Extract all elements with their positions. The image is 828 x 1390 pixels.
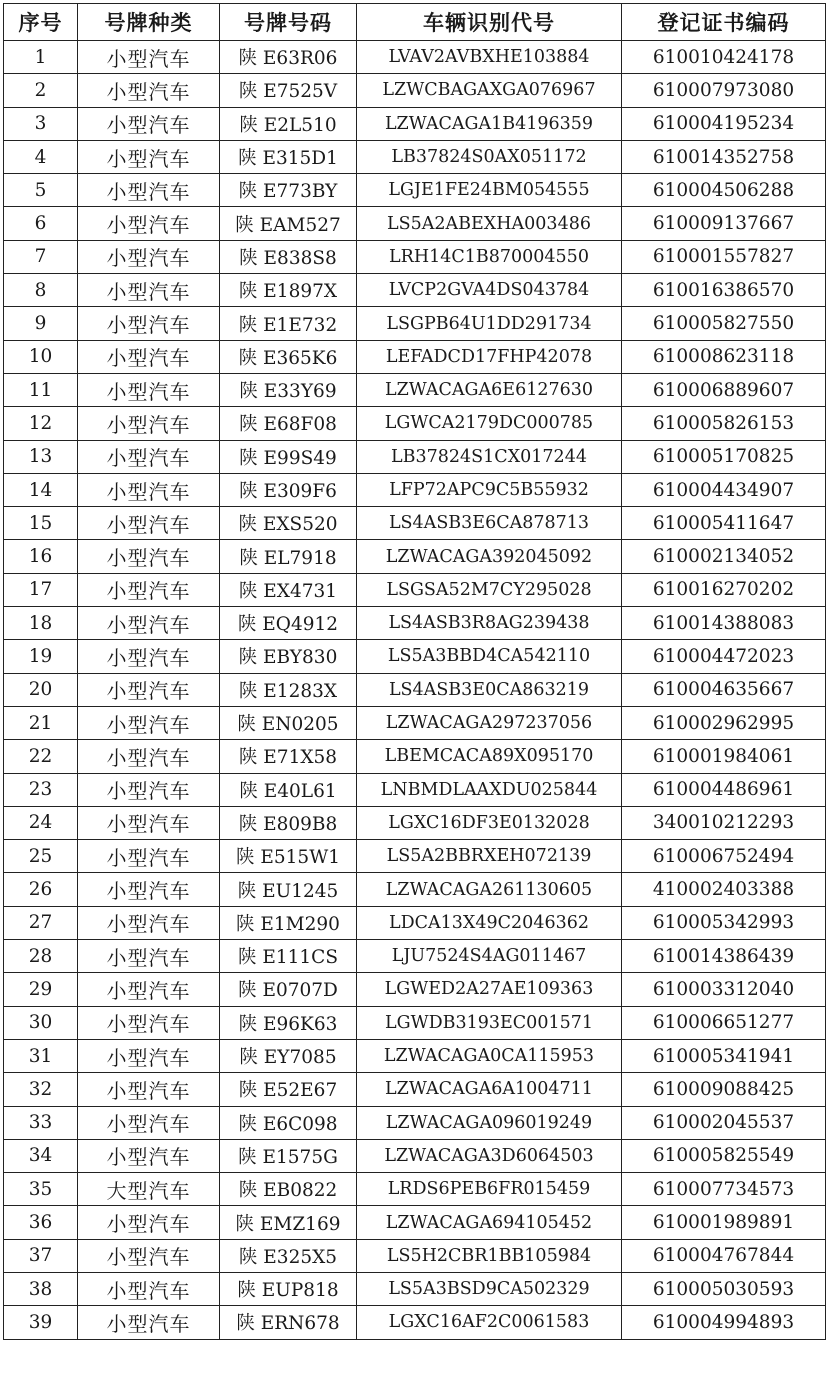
cell-serial-number: 3 xyxy=(4,107,78,140)
table-row xyxy=(4,1173,826,1206)
cell-plate-number: 陕 EL7918 xyxy=(220,540,357,573)
cell-vin: LBEMCACA89X095170 xyxy=(357,740,622,773)
cell-serial-number: 20 xyxy=(4,673,78,706)
cell-vin: LZWCBAGAXGA076967 xyxy=(357,74,622,107)
cell-plate-type: 小型汽车 xyxy=(78,340,220,373)
cell-vin: LRH14C1B870004550 xyxy=(357,240,622,273)
cell-certificate-code: 410002403388 xyxy=(622,873,826,906)
cell-plate-number: 陕 E1283X xyxy=(220,673,357,706)
cell-plate-type: 小型汽车 xyxy=(78,307,220,340)
cell-plate-number: 陕 E315D1 xyxy=(220,140,357,173)
table-row xyxy=(4,873,826,906)
cell-serial-number: 16 xyxy=(4,540,78,573)
cell-serial-number: 14 xyxy=(4,473,78,506)
cell-serial-number: 1 xyxy=(4,41,78,74)
cell-plate-type: 小型汽车 xyxy=(78,706,220,739)
table-row xyxy=(4,1306,826,1339)
vehicle-table xyxy=(3,3,826,1340)
table-row xyxy=(4,940,826,973)
cell-serial-number: 38 xyxy=(4,1272,78,1305)
cell-plate-number: 陕 E1575G xyxy=(220,1139,357,1172)
cell-vin: LS4ASB3R8AG239438 xyxy=(357,607,622,640)
cell-plate-number: 陕 E2L510 xyxy=(220,107,357,140)
cell-plate-type: 小型汽车 xyxy=(78,1206,220,1239)
cell-plate-number: 陕 EBY830 xyxy=(220,640,357,673)
cell-plate-type: 小型汽车 xyxy=(78,540,220,573)
cell-plate-type: 小型汽车 xyxy=(78,74,220,107)
cell-plate-type: 小型汽车 xyxy=(78,573,220,606)
cell-plate-type: 小型汽车 xyxy=(78,41,220,74)
cell-certificate-code: 610014352758 xyxy=(622,140,826,173)
cell-plate-type: 小型汽车 xyxy=(78,740,220,773)
cell-certificate-code: 610001984061 xyxy=(622,740,826,773)
cell-vin: LGXC16DF3E0132028 xyxy=(357,806,622,839)
cell-serial-number: 33 xyxy=(4,1106,78,1139)
cell-serial-number: 17 xyxy=(4,573,78,606)
cell-plate-number: 陕 EQ4912 xyxy=(220,607,357,640)
cell-certificate-code: 610004767844 xyxy=(622,1239,826,1272)
table-row xyxy=(4,1239,826,1272)
cell-plate-number: 陕 EMZ169 xyxy=(220,1206,357,1239)
cell-plate-number: 陕 EXS520 xyxy=(220,507,357,540)
cell-plate-type: 小型汽车 xyxy=(78,806,220,839)
table-row xyxy=(4,806,826,839)
cell-certificate-code: 610006651277 xyxy=(622,1006,826,1039)
cell-vin: LS5A2ABEXHA003486 xyxy=(357,207,622,240)
cell-serial-number: 25 xyxy=(4,840,78,873)
cell-plate-number: 陕 E0707D xyxy=(220,973,357,1006)
cell-serial-number: 9 xyxy=(4,307,78,340)
table-row xyxy=(4,440,826,473)
cell-certificate-code: 610004994893 xyxy=(622,1306,826,1339)
cell-plate-type: 小型汽车 xyxy=(78,607,220,640)
cell-vin: LZWACAGA3D6064503 xyxy=(357,1139,622,1172)
cell-certificate-code: 610005825549 xyxy=(622,1139,826,1172)
table-row xyxy=(4,1206,826,1239)
cell-vin: LZWACAGA261130605 xyxy=(357,873,622,906)
cell-plate-number: 陕 E111CS xyxy=(220,940,357,973)
cell-serial-number: 13 xyxy=(4,440,78,473)
cell-plate-number: 陕 EAM527 xyxy=(220,207,357,240)
cell-plate-type: 小型汽车 xyxy=(78,440,220,473)
cell-vin: LB37824S1CX017244 xyxy=(357,440,622,473)
cell-serial-number: 8 xyxy=(4,274,78,307)
cell-serial-number: 26 xyxy=(4,873,78,906)
cell-vin: LDCA13X49C2046362 xyxy=(357,906,622,939)
cell-certificate-code: 340010212293 xyxy=(622,806,826,839)
cell-vin: LZWACAGA6A1004711 xyxy=(357,1073,622,1106)
cell-plate-number: 陕 E325X5 xyxy=(220,1239,357,1272)
table-row xyxy=(4,240,826,273)
cell-vin: LZWACAGA6E6127630 xyxy=(357,373,622,406)
cell-serial-number: 28 xyxy=(4,940,78,973)
cell-serial-number: 35 xyxy=(4,1173,78,1206)
cell-plate-number: 陕 EN0205 xyxy=(220,706,357,739)
cell-vin: LGWED2A27AE109363 xyxy=(357,973,622,1006)
cell-certificate-code: 610016270202 xyxy=(622,573,826,606)
cell-serial-number: 21 xyxy=(4,706,78,739)
cell-plate-number: 陕 E96K63 xyxy=(220,1006,357,1039)
cell-vin: LS5A3BSD9CA502329 xyxy=(357,1272,622,1305)
cell-vin: LS4ASB3E6CA878713 xyxy=(357,507,622,540)
cell-certificate-code: 610006752494 xyxy=(622,840,826,873)
table-row xyxy=(4,1073,826,1106)
table-row xyxy=(4,840,826,873)
cell-plate-number: 陕 E838S8 xyxy=(220,240,357,273)
table-row xyxy=(4,1106,826,1139)
cell-plate-type: 小型汽车 xyxy=(78,1073,220,1106)
cell-plate-type: 大型汽车 xyxy=(78,1173,220,1206)
cell-plate-number: 陕 EUP818 xyxy=(220,1272,357,1305)
cell-serial-number: 36 xyxy=(4,1206,78,1239)
cell-plate-type: 小型汽车 xyxy=(78,906,220,939)
cell-serial-number: 23 xyxy=(4,773,78,806)
cell-plate-number: 陕 EX4731 xyxy=(220,573,357,606)
table-row xyxy=(4,773,826,806)
table-row xyxy=(4,973,826,1006)
cell-serial-number: 39 xyxy=(4,1306,78,1339)
cell-plate-type: 小型汽车 xyxy=(78,1306,220,1339)
table-row xyxy=(4,740,826,773)
cell-plate-number: 陕 E1M290 xyxy=(220,906,357,939)
table-row xyxy=(4,1006,826,1039)
cell-plate-number: 陕 E515W1 xyxy=(220,840,357,873)
table-row xyxy=(4,274,826,307)
table-row xyxy=(4,1272,826,1305)
cell-plate-number: 陕 EB0822 xyxy=(220,1173,357,1206)
cell-serial-number: 22 xyxy=(4,740,78,773)
header-plate-number: 号牌号码 xyxy=(220,4,357,41)
cell-serial-number: 29 xyxy=(4,973,78,1006)
header-certificate-code: 登记证书编码 xyxy=(622,4,826,41)
cell-plate-number: 陕 E7525V xyxy=(220,74,357,107)
cell-certificate-code: 610004472023 xyxy=(622,640,826,673)
cell-plate-type: 小型汽车 xyxy=(78,640,220,673)
cell-vin: LS5A2BBRXEH072139 xyxy=(357,840,622,873)
table-row xyxy=(4,906,826,939)
cell-serial-number: 5 xyxy=(4,174,78,207)
cell-plate-number: 陕 E52E67 xyxy=(220,1073,357,1106)
table-row xyxy=(4,706,826,739)
table-row xyxy=(4,607,826,640)
table-row xyxy=(4,307,826,340)
cell-plate-type: 小型汽车 xyxy=(78,274,220,307)
cell-vin: LB37824S0AX051172 xyxy=(357,140,622,173)
cell-vin: LGWCA2179DC000785 xyxy=(357,407,622,440)
table-row xyxy=(4,74,826,107)
cell-certificate-code: 610008623118 xyxy=(622,340,826,373)
header-plate-type: 号牌种类 xyxy=(78,4,220,41)
cell-plate-number: 陕 E68F08 xyxy=(220,407,357,440)
cell-plate-type: 小型汽车 xyxy=(78,207,220,240)
table-row xyxy=(4,407,826,440)
cell-certificate-code: 610009088425 xyxy=(622,1073,826,1106)
cell-certificate-code: 610004506288 xyxy=(622,174,826,207)
cell-serial-number: 15 xyxy=(4,507,78,540)
cell-plate-type: 小型汽车 xyxy=(78,1272,220,1305)
cell-vin: LSGSA52M7CY295028 xyxy=(357,573,622,606)
cell-vin: LGJE1FE24BM054555 xyxy=(357,174,622,207)
cell-vin: LS5H2CBR1BB105984 xyxy=(357,1239,622,1272)
cell-plate-number: 陕 E773BY xyxy=(220,174,357,207)
cell-plate-type: 小型汽车 xyxy=(78,107,220,140)
cell-serial-number: 31 xyxy=(4,1039,78,1072)
cell-plate-type: 小型汽车 xyxy=(78,373,220,406)
cell-certificate-code: 610010424178 xyxy=(622,41,826,74)
cell-plate-type: 小型汽车 xyxy=(78,973,220,1006)
cell-plate-number: 陕 ERN678 xyxy=(220,1306,357,1339)
cell-plate-type: 小型汽车 xyxy=(78,673,220,706)
cell-plate-type: 小型汽车 xyxy=(78,1239,220,1272)
cell-certificate-code: 610014388083 xyxy=(622,607,826,640)
cell-serial-number: 11 xyxy=(4,373,78,406)
table-row xyxy=(4,207,826,240)
table-row xyxy=(4,107,826,140)
cell-vin: LNBMDLAAXDU025844 xyxy=(357,773,622,806)
cell-certificate-code: 610004434907 xyxy=(622,473,826,506)
cell-serial-number: 6 xyxy=(4,207,78,240)
table-header-row xyxy=(4,4,826,41)
cell-certificate-code: 610004195234 xyxy=(622,107,826,140)
cell-plate-type: 小型汽车 xyxy=(78,1139,220,1172)
vehicle-registration-document xyxy=(3,3,826,1340)
cell-vin: LJU7524S4AG011467 xyxy=(357,940,622,973)
cell-certificate-code: 610006889607 xyxy=(622,373,826,406)
cell-plate-number: 陕 E309F6 xyxy=(220,473,357,506)
cell-plate-number: 陕 E809B8 xyxy=(220,806,357,839)
cell-plate-number: 陕 EY7085 xyxy=(220,1039,357,1072)
cell-plate-type: 小型汽车 xyxy=(78,507,220,540)
cell-serial-number: 24 xyxy=(4,806,78,839)
table-row xyxy=(4,507,826,540)
table-row xyxy=(4,1039,826,1072)
cell-plate-type: 小型汽车 xyxy=(78,840,220,873)
cell-plate-type: 小型汽车 xyxy=(78,1106,220,1139)
cell-vin: LZWACAGA694105452 xyxy=(357,1206,622,1239)
cell-certificate-code: 610005341941 xyxy=(622,1039,826,1072)
cell-vin: LFP72APC9C5B55932 xyxy=(357,473,622,506)
cell-serial-number: 12 xyxy=(4,407,78,440)
cell-vin: LRDS6PEB6FR015459 xyxy=(357,1173,622,1206)
cell-plate-number: 陕 E63R06 xyxy=(220,41,357,74)
cell-certificate-code: 610002045537 xyxy=(622,1106,826,1139)
cell-vin: LZWACAGA0CA115953 xyxy=(357,1039,622,1072)
cell-plate-number: 陕 E1E732 xyxy=(220,307,357,340)
cell-plate-type: 小型汽车 xyxy=(78,407,220,440)
cell-serial-number: 32 xyxy=(4,1073,78,1106)
cell-vin: LS5A3BBD4CA542110 xyxy=(357,640,622,673)
table-row xyxy=(4,41,826,74)
cell-certificate-code: 610004635667 xyxy=(622,673,826,706)
cell-serial-number: 37 xyxy=(4,1239,78,1272)
cell-certificate-code: 610016386570 xyxy=(622,274,826,307)
header-serial-number: 序号 xyxy=(4,4,78,41)
cell-certificate-code: 610002962995 xyxy=(622,706,826,739)
cell-plate-number: 陕 EU1245 xyxy=(220,873,357,906)
cell-vin: LGWDB3193EC001571 xyxy=(357,1006,622,1039)
cell-certificate-code: 610014386439 xyxy=(622,940,826,973)
cell-serial-number: 10 xyxy=(4,340,78,373)
cell-serial-number: 30 xyxy=(4,1006,78,1039)
cell-vin: LVCP2GVA4DS043784 xyxy=(357,274,622,307)
cell-serial-number: 18 xyxy=(4,607,78,640)
table-row xyxy=(4,174,826,207)
table-row xyxy=(4,340,826,373)
cell-plate-number: 陕 E365K6 xyxy=(220,340,357,373)
cell-certificate-code: 610007973080 xyxy=(622,74,826,107)
cell-certificate-code: 610005827550 xyxy=(622,307,826,340)
cell-plate-number: 陕 E40L61 xyxy=(220,773,357,806)
table-row xyxy=(4,673,826,706)
cell-vin: LSGPB64U1DD291734 xyxy=(357,307,622,340)
cell-plate-number: 陕 E71X58 xyxy=(220,740,357,773)
cell-vin: LS4ASB3E0CA863219 xyxy=(357,673,622,706)
cell-certificate-code: 610005826153 xyxy=(622,407,826,440)
cell-certificate-code: 610009137667 xyxy=(622,207,826,240)
cell-serial-number: 27 xyxy=(4,906,78,939)
table-body xyxy=(4,41,826,1340)
cell-serial-number: 19 xyxy=(4,640,78,673)
table-row xyxy=(4,473,826,506)
cell-vin: LVAV2AVBXHE103884 xyxy=(357,41,622,74)
cell-vin: LEFADCD17FHP42078 xyxy=(357,340,622,373)
cell-plate-type: 小型汽车 xyxy=(78,140,220,173)
cell-plate-number: 陕 E99S49 xyxy=(220,440,357,473)
cell-vin: LZWACAGA1B4196359 xyxy=(357,107,622,140)
cell-certificate-code: 610003312040 xyxy=(622,973,826,1006)
cell-serial-number: 2 xyxy=(4,74,78,107)
cell-plate-type: 小型汽车 xyxy=(78,940,220,973)
cell-plate-type: 小型汽车 xyxy=(78,773,220,806)
cell-certificate-code: 610004486961 xyxy=(622,773,826,806)
cell-certificate-code: 610005411647 xyxy=(622,507,826,540)
cell-serial-number: 4 xyxy=(4,140,78,173)
cell-plate-number: 陕 E6C098 xyxy=(220,1106,357,1139)
table-row xyxy=(4,640,826,673)
cell-vin: LGXC16AF2C0061583 xyxy=(357,1306,622,1339)
cell-vin: LZWACAGA392045092 xyxy=(357,540,622,573)
cell-certificate-code: 610005342993 xyxy=(622,906,826,939)
cell-certificate-code: 610002134052 xyxy=(622,540,826,573)
cell-vin: LZWACAGA297237056 xyxy=(357,706,622,739)
table-row xyxy=(4,1139,826,1172)
table-row xyxy=(4,573,826,606)
table-row xyxy=(4,540,826,573)
cell-certificate-code: 610007734573 xyxy=(622,1173,826,1206)
cell-certificate-code: 610001557827 xyxy=(622,240,826,273)
table-row xyxy=(4,140,826,173)
cell-certificate-code: 610001989891 xyxy=(622,1206,826,1239)
header-vin: 车辆识别代号 xyxy=(357,4,622,41)
cell-plate-type: 小型汽车 xyxy=(78,1006,220,1039)
cell-plate-type: 小型汽车 xyxy=(78,240,220,273)
cell-plate-number: 陕 E1897X xyxy=(220,274,357,307)
cell-plate-type: 小型汽车 xyxy=(78,473,220,506)
cell-plate-type: 小型汽车 xyxy=(78,1039,220,1072)
cell-plate-type: 小型汽车 xyxy=(78,174,220,207)
cell-serial-number: 34 xyxy=(4,1139,78,1172)
cell-plate-number: 陕 E33Y69 xyxy=(220,373,357,406)
table-row xyxy=(4,373,826,406)
cell-vin: LZWACAGA096019249 xyxy=(357,1106,622,1139)
cell-serial-number: 7 xyxy=(4,240,78,273)
cell-certificate-code: 610005030593 xyxy=(622,1272,826,1305)
cell-certificate-code: 610005170825 xyxy=(622,440,826,473)
cell-plate-type: 小型汽车 xyxy=(78,873,220,906)
